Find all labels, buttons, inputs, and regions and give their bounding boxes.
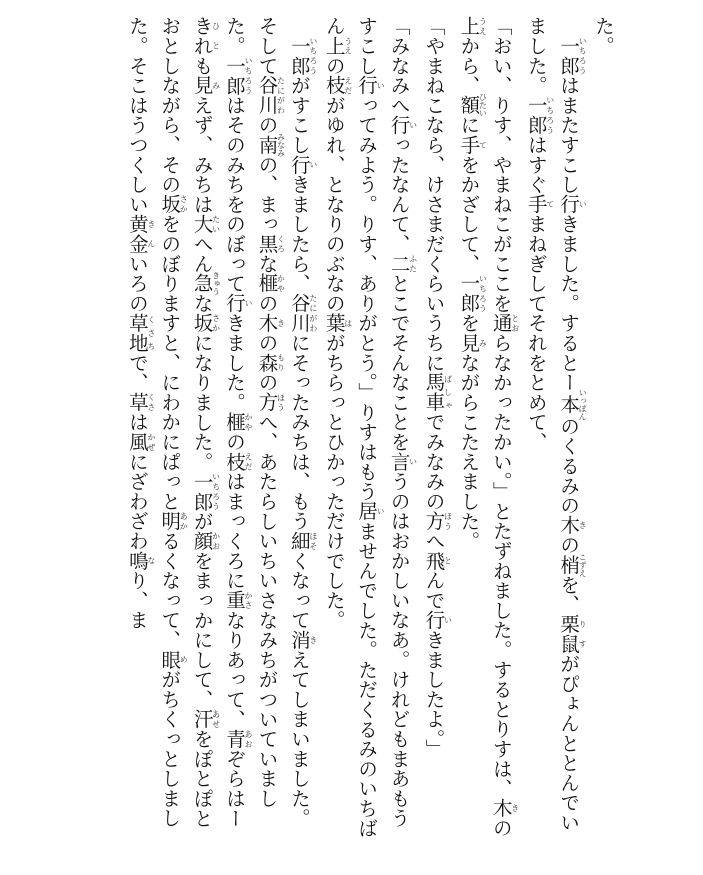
text-run: の [255,332,279,353]
ruby-reading: め [179,649,189,670]
ruby-base: 見 [190,75,214,96]
ruby-word [223,590,254,611]
ruby-reading: ほう [443,511,453,531]
ruby-base: 枝 [223,451,247,472]
ruby-base: 一郎 [223,55,247,96]
ruby-reading: て [478,134,488,155]
ruby-word [457,134,488,155]
text-run: の [255,372,279,393]
ruby-word [287,530,318,551]
ruby-word [557,515,588,536]
ruby-base: 坂 [190,313,214,333]
ruby-word [190,16,221,56]
ruby-reading: たにがわ [308,293,318,333]
ruby-word [524,194,555,215]
ruby-reading: な [146,550,156,571]
ruby-base: 葉 [322,313,346,333]
ruby-word [489,798,520,819]
ruby-reading: いちろう [244,55,254,96]
ruby-base: 風 [125,431,149,452]
ruby-base: 榧 [223,412,247,432]
ruby-word [387,115,418,135]
ruby-word [190,530,221,551]
text-run: はすぐ [524,134,548,195]
ruby-base: 居 [355,501,379,522]
ruby-word [557,552,588,577]
ruby-word [457,16,488,36]
ruby-base: 方 [255,392,279,413]
ruby-word [322,35,353,56]
ruby-base: 一郎 [287,35,311,76]
ruby-reading: もり [276,352,286,373]
text-run: ながらこたえました。 [457,352,481,551]
vertical-text-block [120,16,619,846]
ruby-reading: いちろう [545,95,555,135]
ruby-reading: いちろう [578,35,588,76]
ruby-base: 鳴 [125,550,149,571]
ruby-word [387,451,418,472]
ruby-word [125,550,156,571]
text-run: きました。 [223,313,247,413]
ruby-word [489,313,520,333]
ruby-base: 枝 [322,75,346,96]
ruby-reading: くろ [276,233,286,254]
ruby-base: 行 [422,610,446,630]
text-run: で、 [125,352,149,393]
text-run: の [489,818,513,838]
ruby-base: 上 [322,35,346,56]
ruby-base: 木 [255,313,279,333]
paragraph [317,16,417,846]
ruby-reading: うえ [478,16,488,36]
ruby-reading: とお [510,313,520,333]
text-run: はまっくろに [223,471,247,591]
ruby-word [457,273,488,314]
paragraph [587,16,619,846]
ruby-base: 谷川 [255,75,279,116]
text-run: きました。するとー [557,214,581,393]
text-run: をのぼりますと、にわかにぱっと [158,214,182,512]
text-run: がすこし [287,75,311,155]
ruby-reading: くさ [146,392,156,413]
ruby-reading: かお [211,530,221,551]
text-run [288,16,311,36]
ruby-word [524,95,555,135]
text-run: のくるみの [557,416,581,516]
ruby-base: きれ [190,16,214,56]
ruby-reading: い [376,75,386,96]
ruby-reading: いちろう [211,471,221,512]
ruby-reading: み [211,75,221,96]
ruby-reading: き [510,798,520,819]
paragraph [519,16,586,846]
ruby-word [255,313,286,333]
ruby-reading: き [276,313,286,333]
ruby-reading: ばしゃ [443,372,453,412]
text-run: 「やまねこなら、けさまだくらいうちに [422,16,446,373]
text-run: に [457,115,481,135]
ruby-reading: き [578,515,588,536]
ruby-word [223,55,254,96]
text-run: えず、みちは [190,95,214,215]
ruby-reading: い [376,501,386,522]
ruby-reading: こずえ [578,552,588,577]
text-run: なりあって、 [223,610,247,729]
ruby-reading: りす [578,614,588,654]
ruby-word [190,313,221,333]
ruby-base: 細 [287,530,311,551]
text-run: へ [422,530,446,551]
ruby-base: 額 [457,93,481,118]
ruby-reading: かさ [244,590,254,611]
ruby-word [190,709,221,729]
ruby-base: 梢 [557,552,581,577]
ruby-base: 栗鼠 [557,614,581,654]
ruby-base: 本 [557,388,581,421]
ruby-reading: ほう [276,392,286,413]
ruby-word [190,214,221,234]
ruby-base: 汗 [190,709,214,729]
ruby-reading: あお [244,728,254,749]
text-run: な [255,253,279,274]
text-run: た。 [592,16,615,56]
text-run: くなって [287,550,311,630]
ruby-base: 明 [158,511,182,531]
ruby-base: 馬車 [422,372,446,413]
ruby-word [190,471,221,512]
ruby-reading: い [408,115,418,135]
ruby-reading: あせ [211,709,221,729]
text-run: が [190,511,214,531]
text-run: の [557,535,581,555]
ruby-base: 谷川 [287,293,311,333]
ruby-reading: たにがわ [276,75,286,115]
ruby-reading: いちろう [478,273,488,314]
text-run: をまっかにして、 [190,550,214,710]
ruby-reading: い [443,610,453,630]
ruby-base: 青 [223,728,247,749]
ruby-word [158,511,189,531]
ruby-word [255,233,286,254]
ruby-base: 飛 [422,550,446,571]
ruby-base: 黄金 [125,214,149,254]
ruby-word [255,352,286,373]
ruby-reading: きん [146,214,156,254]
ruby-base: 通 [489,313,513,333]
text-run: がぴょんととんでいました。 [524,16,581,833]
text-run: をかざして、 [457,154,481,274]
text-run: ぞらはー [223,748,247,828]
ruby-base: 行 [355,75,379,96]
ruby-base: 重 [223,590,247,611]
ruby-reading: い [244,293,254,314]
text-run: の [322,55,346,76]
ruby-word [158,649,189,670]
ruby-base: 見 [457,332,481,353]
text-run: から、 [457,35,481,96]
text-run: とこでそんなことを [387,273,411,452]
text-run: がちらっとひかっただけでした。 [322,332,346,630]
ruby-word [287,35,318,76]
ruby-base: 顔 [190,530,214,551]
text-run: を [457,313,481,333]
ruby-base: 黒 [255,233,279,254]
ruby-word [422,610,453,630]
ruby-word [457,93,488,118]
text-run: の [223,431,247,452]
ruby-word [125,313,156,353]
ruby-reading: ほそ [308,530,318,551]
text-run: にざわざわ [125,451,149,551]
ruby-base: 一郎 [524,95,548,135]
text-run: るくなって、 [158,530,182,650]
ruby-word [355,501,386,522]
ruby-base: 二 [387,253,411,274]
ruby-reading: かや [244,412,254,432]
ruby-word [255,75,286,116]
ruby-base: 眼 [158,649,182,670]
text-run: んで [422,570,446,611]
ruby-base: 草地 [125,313,149,353]
ruby-base: 大 [190,214,214,234]
ruby-base: 一郎 [557,35,581,76]
ruby-base: 草 [125,392,149,413]
text-run: になりました。 [190,332,214,472]
ruby-reading: い [578,194,588,215]
ruby-reading: い [408,451,418,472]
ruby-base: 急 [190,271,214,296]
ruby-word [422,550,453,571]
ruby-reading: あか [179,511,189,531]
ruby-word [223,728,254,749]
text-run: らなかったかい。」とたずねました。するとりすは、 [489,332,513,799]
text-run: いろの [125,253,149,314]
ruby-reading: たい [211,214,221,234]
ruby-base: 手 [524,194,548,215]
ruby-word [255,273,286,294]
ruby-reading: かぜ [146,431,156,452]
text-run: へん [190,233,214,274]
ruby-word [557,388,588,421]
ruby-reading: うえ [343,35,353,56]
ruby-word [322,313,353,333]
ruby-word [557,35,588,76]
ruby-base: 行 [223,293,247,314]
ruby-base: 木 [489,798,513,819]
ruby-reading: きゅう [211,271,221,296]
text-run: きましたよ。」 [422,629,446,759]
text-run: をぽとぽとおとしながら、その [158,16,214,828]
ruby-base: 消 [287,629,311,650]
ruby-word [223,293,254,314]
paragraph [120,16,317,846]
ruby-base: 南 [255,132,279,157]
ruby-base: 方 [422,511,446,531]
text-run: まねぎしてそれをとめて、 [524,214,548,452]
ruby-reading: さか [211,313,221,333]
ruby-word [287,293,318,333]
ruby-reading: えだ [244,451,254,472]
ruby-reading: いちろう [308,35,318,76]
text-run: を、 [557,574,581,615]
text-run: へ、あたらしいちいさなみちがついていました。 [223,16,279,809]
ruby-base: 上 [457,16,481,36]
text-run: きましたら、 [287,174,311,294]
text-run: でみなみの [422,412,446,512]
ruby-reading: えだ [343,75,353,96]
ruby-reading: かや [276,273,286,294]
ruby-word [457,332,488,353]
text-run: ってみよう。りす、ありがとう。」りすはもう [355,95,379,502]
ruby-base: 手 [457,134,481,155]
text-run: はまたすこし [557,75,581,195]
ruby-word [125,431,156,452]
paragraph [452,16,519,846]
ruby-word [223,451,254,472]
ruby-reading: ひたい [478,93,488,118]
text-run: の [255,293,279,314]
ruby-base: 行 [387,115,411,135]
ruby-reading: は [343,313,353,333]
ruby-reading: みなみ [276,132,286,157]
ruby-word [322,75,353,96]
text-run: がちくっとしました。そこはうつくしい [125,16,182,828]
text-run: の、まっ [255,154,279,234]
ruby-base: 木 [557,515,581,536]
ruby-base: 森 [255,352,279,373]
ruby-base: 行 [287,154,311,175]
ruby-reading: と [443,550,453,571]
ruby-word [422,372,453,413]
ruby-word [387,253,418,274]
ruby-word [355,75,386,96]
ruby-word [158,194,189,215]
ruby-word [125,392,156,413]
text-run: うのはおかしいなあ。けれどもまあもうすこし [355,16,411,828]
text-run: 「みなみへ [387,16,411,115]
text-run: はそのみちをのぼって [223,95,247,294]
ruby-reading: さか [179,194,189,215]
ruby-reading: て [545,194,555,215]
ruby-reading: ふた [408,253,418,274]
ruby-word [287,154,318,175]
text-run: えてしまいました。そして [255,16,311,828]
ruby-word [255,392,286,413]
ruby-word [557,614,588,654]
ruby-reading: くさち [146,313,156,353]
ruby-word [287,629,318,650]
ruby-reading: いっぽん [578,388,588,421]
text-run: の [255,115,279,135]
ruby-base: 一郎 [190,471,214,512]
ruby-word [190,271,221,296]
ruby-base: 言 [387,451,411,472]
ruby-reading: い [308,154,318,175]
paragraph [417,16,452,846]
ruby-word [557,194,588,215]
ruby-word [422,511,453,531]
text-run: にそったみちは、もう [287,332,311,531]
ruby-word [125,214,156,254]
text-run: がゆれ、となりのぶなの [322,95,346,314]
ruby-base: 行 [557,194,581,215]
ruby-word [190,75,221,96]
text-run: は [125,412,149,432]
ruby-reading: み [478,332,488,353]
text-run: ったなんて、 [387,134,411,254]
ruby-reading: ひと [211,16,221,56]
ruby-reading: き [308,629,318,650]
ruby-base: 一郎 [457,273,481,314]
ruby-word [255,132,286,157]
text-run: な [190,293,214,314]
text-run: ませんでした。ただくるみのいちばん [322,16,379,838]
ruby-word [223,412,254,432]
text-run: り、ま [125,570,149,630]
text-run: 「おい、りす、やまねこがここを [489,16,513,313]
ruby-base: 坂 [158,194,182,215]
text-run [557,16,580,36]
text-run: も [190,55,214,76]
ruby-base: 榧 [255,273,279,294]
